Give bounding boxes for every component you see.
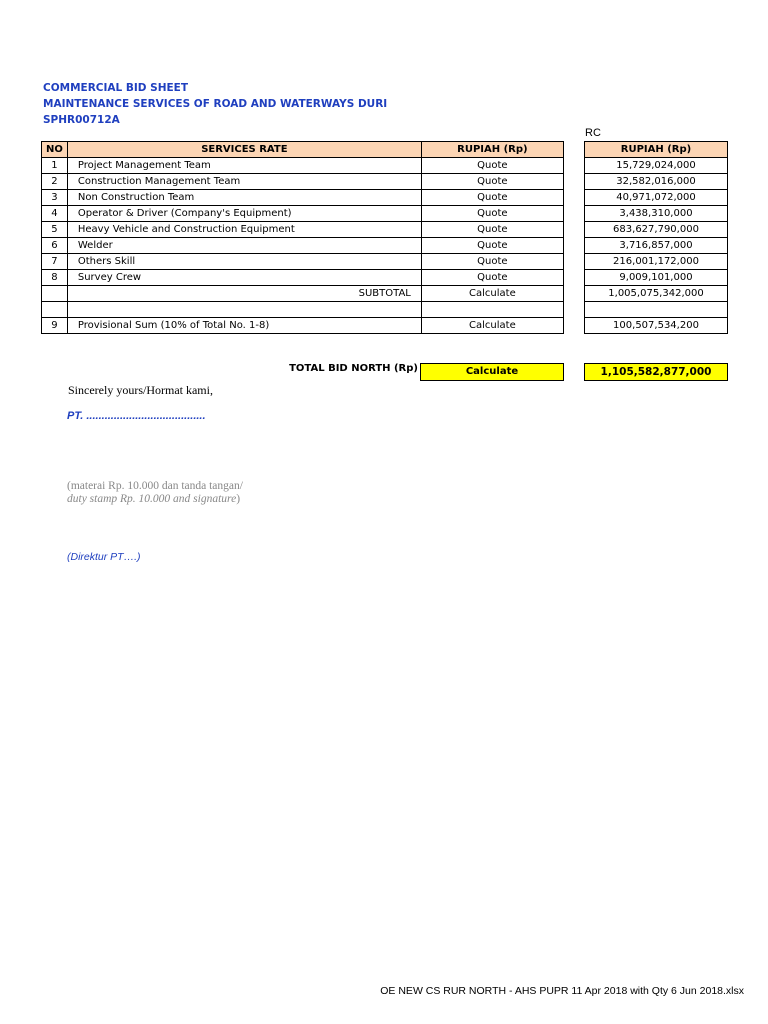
empty-cell (421, 302, 563, 318)
table-row (585, 222, 728, 238)
sheet-code: SPHR00712A (43, 114, 120, 126)
row-no: 5 (42, 222, 68, 238)
row-value: 683,627,790,000 (585, 222, 728, 238)
file-name-footer: OE NEW CS RUR NORTH - AHS PUPR 11 Apr 2018 with Qty 6 Jun 2018.xlsx (380, 985, 744, 997)
company-signature-line: PT. ....................................... (67, 410, 206, 422)
table-row (585, 190, 728, 206)
empty-row (585, 302, 728, 318)
provisional-row (42, 318, 564, 334)
row-value: 32,582,016,000 (585, 174, 728, 190)
row-rupiah: Quote (421, 254, 563, 270)
provisional-value: 100,507,534,200 (585, 318, 728, 334)
table-row (585, 206, 728, 222)
stamp-note-line2 (67, 493, 240, 505)
row-no: 3 (42, 190, 68, 206)
subtotal-row (585, 286, 728, 302)
subtotal-rupiah: Calculate (421, 286, 563, 302)
total-bid-value: 1,105,582,877,000 (584, 363, 728, 381)
total-bid-label: TOTAL BID NORTH (Rp) (289, 363, 418, 374)
row-service: Welder (67, 238, 421, 254)
row-no: 4 (42, 206, 68, 222)
table-row (42, 254, 564, 270)
table-row (42, 222, 564, 238)
provisional-service: Provisional Sum (10% of Total No. 1-8) (67, 318, 421, 334)
row-rupiah: Quote (421, 222, 563, 238)
sheet-subtitle: MAINTENANCE SERVICES OF ROAD AND WATERWAYS DURI (43, 98, 388, 110)
row-value: 216,001,172,000 (585, 254, 728, 270)
table-row (585, 254, 728, 270)
stamp-note-line1: (materai Rp. 10.000 dan tanda tangan/ (67, 480, 243, 492)
empty-cell (42, 302, 68, 318)
table-row (585, 270, 728, 286)
sheet-title: COMMERCIAL BID SHEET (43, 82, 189, 94)
stamp-note-line2-text: duty stamp Rp. 10.000 and signature (67, 493, 237, 505)
row-value: 15,729,024,000 (585, 158, 728, 174)
table-row (42, 190, 564, 206)
row-no: 1 (42, 158, 68, 174)
rc-label: RC (585, 127, 601, 139)
subtotal-no-empty (42, 286, 68, 302)
col-header-rupiah: RUPIAH (Rp) (421, 142, 563, 158)
provisional-row (585, 318, 728, 334)
empty-row (42, 302, 564, 318)
row-rupiah: Quote (421, 270, 563, 286)
row-value: 9,009,101,000 (585, 270, 728, 286)
table-row (42, 270, 564, 286)
table-row (585, 174, 728, 190)
subtotal-row (42, 286, 564, 302)
row-rupiah: Quote (421, 190, 563, 206)
row-service: Non Construction Team (67, 190, 421, 206)
col-header-services: SERVICES RATE (67, 142, 421, 158)
row-value: 40,971,072,000 (585, 190, 728, 206)
row-rupiah: Quote (421, 174, 563, 190)
row-no: 9 (42, 318, 68, 334)
row-no: 6 (42, 238, 68, 254)
table-row (42, 158, 564, 174)
col-header-rc-rupiah: RUPIAH (Rp) (585, 142, 728, 158)
row-value: 3,716,857,000 (585, 238, 728, 254)
table-row (42, 238, 564, 254)
director-signature-label: (Direktur PT….) (67, 551, 141, 563)
row-no: 7 (42, 254, 68, 270)
empty-cell (585, 302, 728, 318)
table-row (42, 174, 564, 190)
services-rate-table (41, 141, 564, 334)
table-row (42, 206, 564, 222)
row-service: Survey Crew (67, 270, 421, 286)
provisional-rupiah: Calculate (421, 318, 563, 334)
row-service: Others Skill (67, 254, 421, 270)
row-no: 8 (42, 270, 68, 286)
subtotal-label: SUBTOTAL (67, 286, 421, 302)
empty-cell (67, 302, 421, 318)
row-no: 2 (42, 174, 68, 190)
row-service: Construction Management Team (67, 174, 421, 190)
stamp-note-close: ) (236, 493, 241, 505)
row-rupiah: Quote (421, 206, 563, 222)
row-value: 3,438,310,000 (585, 206, 728, 222)
rc-rupiah-table (584, 141, 728, 334)
row-service: Operator & Driver (Company's Equipment) (67, 206, 421, 222)
table-row (585, 158, 728, 174)
row-service: Heavy Vehicle and Construction Equipment (67, 222, 421, 238)
subtotal-value: 1,005,075,342,000 (585, 286, 728, 302)
total-bid-calculate: Calculate (420, 363, 564, 381)
table-row (585, 238, 728, 254)
row-rupiah: Quote (421, 238, 563, 254)
closing-sincerely: Sincerely yours/Hormat kami, (68, 383, 213, 397)
col-header-no: NO (42, 142, 68, 158)
row-service: Project Management Team (67, 158, 421, 174)
row-rupiah: Quote (421, 158, 563, 174)
